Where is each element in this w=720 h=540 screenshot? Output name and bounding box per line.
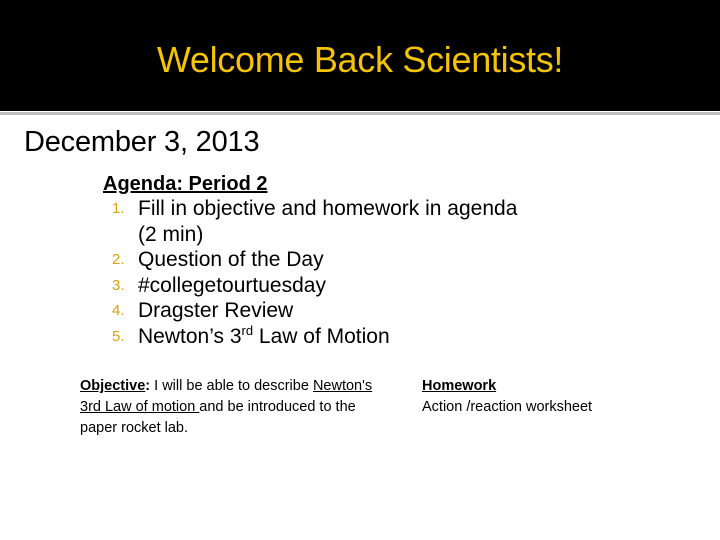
agenda-item — [110, 196, 538, 247]
agenda-item-text-before: Newton’s 3 — [138, 324, 242, 348]
agenda-item — [110, 324, 538, 350]
agenda-item — [110, 247, 538, 273]
objective-colon: : — [145, 378, 151, 394]
agenda-item-text: Dragster Review — [138, 299, 294, 322]
agenda-item — [110, 298, 538, 324]
ordinal-superscript: rd — [241, 322, 254, 338]
agenda-item-text: #collegetourtuesday — [138, 273, 326, 297]
list-number: 2. — [112, 251, 125, 268]
agenda-item-text — [138, 322, 390, 348]
list-number: 1. — [112, 200, 125, 217]
list-number: 5. — [112, 327, 125, 345]
list-number: 4. — [112, 302, 125, 319]
agenda-item-text-after: Law of Motion — [253, 324, 390, 348]
objective-text-1: I will be able to describe — [150, 378, 313, 394]
slide-title: Welcome Back Scientists! — [156, 39, 564, 80]
slide-date: December 3, 2013 — [24, 126, 260, 158]
list-number: 3. — [112, 276, 125, 294]
objective-underlined-text: Newton's 3rd Law of motion — [80, 378, 373, 415]
homework-text: Action /reaction worksheet — [422, 399, 593, 415]
homework-label: Homework — [422, 378, 497, 394]
objective-block — [80, 376, 380, 439]
agenda-item-text: Fill in objective and homework in agenda (2 min) — [138, 197, 518, 246]
agenda-heading: Agenda: Period 2 — [103, 173, 268, 195]
homework-block — [422, 376, 682, 418]
agenda-item — [110, 273, 538, 299]
agenda-item-text: Question of the Day — [138, 248, 324, 271]
objective-label: Objective — [80, 378, 146, 394]
title-divider — [0, 112, 720, 115]
agenda-list — [110, 196, 538, 349]
objective-text-2: and be introduced to the paper rocket lab. — [80, 399, 356, 436]
